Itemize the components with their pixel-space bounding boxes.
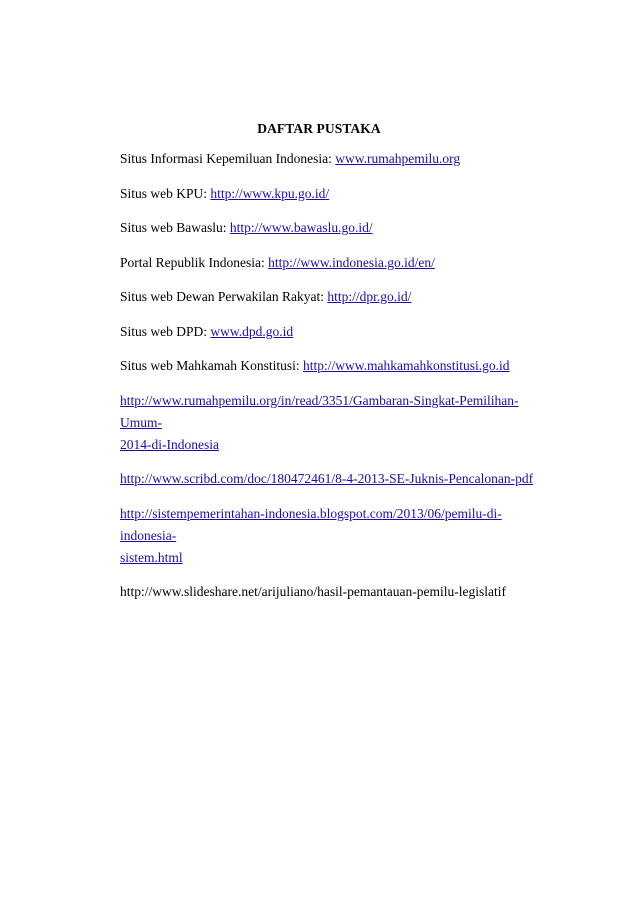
reference-label: Situs web KPU:: [120, 185, 211, 201]
reference-label: Portal Republik Indonesia:: [120, 254, 269, 270]
reference-label: Situs web Mahkamah Konstitusi:: [120, 358, 303, 373]
reference-link-line-2[interactable]: sistem.html: [120, 549, 183, 565]
reference-item: [120, 581, 540, 603]
reference-item: [120, 148, 540, 170]
reference-label: Situs web DPD:: [120, 323, 211, 339]
reference-link-line-2[interactable]: 2014-di-Indonesia: [120, 436, 219, 452]
reference-link[interactable]: www.rumahpemilu.org: [335, 151, 461, 166]
reference-item: [120, 468, 540, 490]
reference-link[interactable]: www.dpd.go.id: [210, 323, 294, 339]
reference-item: [120, 390, 540, 456]
reference-item: [120, 252, 540, 274]
reference-link[interactable]: http://www.scribd.com/doc/180472461/8-4-2013-SE-Juknis-Pencalonan-pdf: [120, 471, 534, 486]
reference-label: Situs Informasi Kepemiluan Indonesia:: [120, 151, 336, 166]
reference-link-line-1[interactable]: http://sistempemerintahan-indonesia.blogspot.com/2013/06/pemilu-di-indonesia-: [120, 505, 502, 543]
reference-link[interactable]: http://www.kpu.go.id/: [210, 185, 330, 201]
reference-item: [120, 503, 540, 569]
page-title: DAFTAR PUSTAKA: [257, 121, 381, 136]
reference-link[interactable]: http://www.bawaslu.go.id/: [229, 220, 373, 235]
reference-link-line-1[interactable]: http://www.rumahpemilu.org/in/read/3351/Gambaran-Singkat-Pemilihan-Umum-: [120, 392, 519, 430]
reference-link[interactable]: http://dpr.go.id/: [327, 289, 412, 304]
reference-label: Situs web Bawaslu:: [120, 220, 230, 235]
reference-item: [120, 286, 540, 308]
reference-item: [120, 321, 540, 343]
reference-list: [120, 148, 540, 616]
reference-url-text: http://www.slideshare.net/arijuliano/hasil-pemantauan-pemilu-legislatif: [120, 584, 507, 599]
reference-link[interactable]: http://www.mahkamahkonstitusi.go.id: [303, 358, 510, 373]
reference-link[interactable]: http://www.indonesia.go.id/en/: [268, 254, 435, 270]
reference-item: [120, 355, 540, 377]
reference-item: [120, 183, 540, 205]
reference-item: [120, 217, 540, 239]
reference-label: Situs web Dewan Perwakilan Rakyat:: [120, 289, 328, 304]
